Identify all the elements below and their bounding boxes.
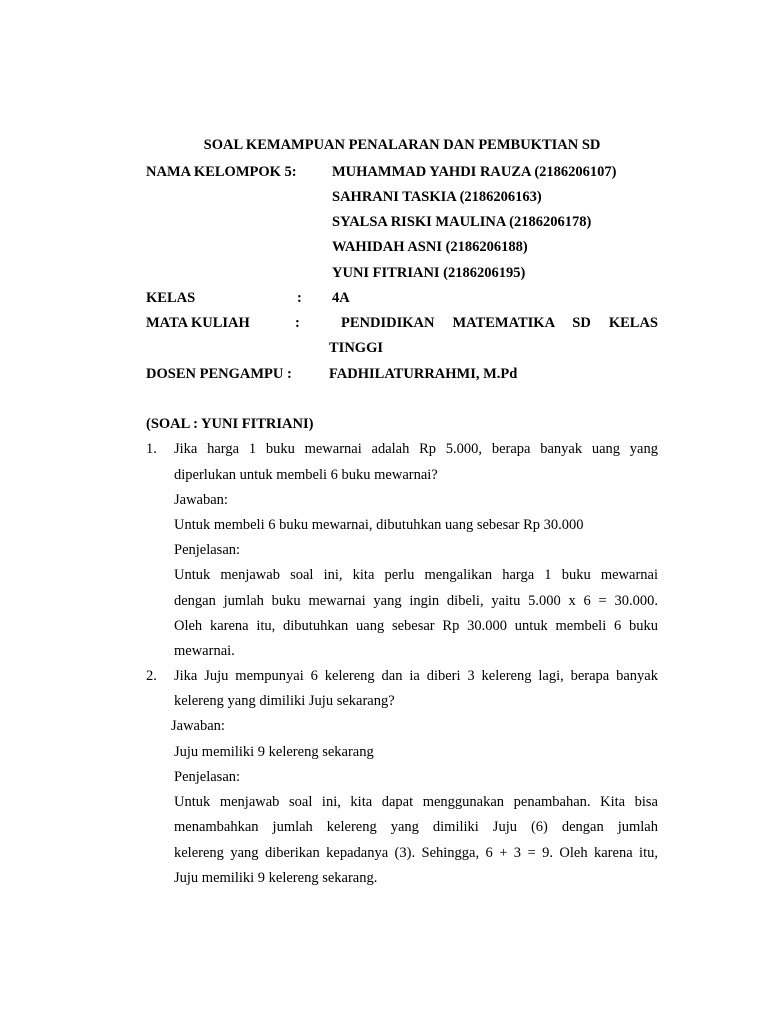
jawaban-label: Jawaban: [174, 492, 228, 508]
question-text: Jika harga 1 buku mewarnai adalah Rp 5.000, berapa banyak uang yang [174, 441, 658, 457]
member-name: SAHRANI TASKIA (2186206163) [332, 189, 542, 205]
kelas-value: 4A [332, 290, 350, 306]
matkul-value: PENDIDIKAN MATEMATIKA SD KELAS [341, 315, 658, 331]
dosen-label: DOSEN PENGAMPU : [146, 366, 292, 382]
penjelasan-text: menambahkan jumlah kelereng yang dimiliki Juju (6) dengan jumlah [174, 819, 658, 835]
penjelasan-text: Untuk menjawab soal ini, kita dapat menggunakan penambahan. Kita bisa [174, 794, 658, 810]
kelas-label: KELAS [146, 290, 196, 306]
kelompok-label: NAMA KELOMPOK 5: [146, 164, 297, 180]
jawaban-text: Untuk membeli 6 buku mewarnai, dibutuhkan uang sebesar Rp 30.000 [174, 517, 584, 533]
document-title: SOAL KEMAMPUAN PENALARAN DAN PEMBUKTIAN SD [203, 137, 601, 153]
kelas-colon: : [297, 290, 302, 306]
penjelasan-text: Untuk menjawab soal ini, kita perlu mengalikan harga 1 buku mewarnai [174, 567, 658, 583]
matkul-colon: : [295, 315, 300, 331]
jawaban-text: Juju memiliki 9 kelereng sekarang [174, 744, 374, 760]
member-name: MUHAMMAD YAHDI RAUZA (2186206107) [332, 164, 617, 180]
penjelasan-text: Oleh karena itu, dibutuhkan uang sebesar Rp 30.000 untuk membeli 6 buku [174, 618, 658, 634]
member-name: WAHIDAH ASNI (2186206188) [332, 239, 528, 255]
penjelasan-label: Penjelasan: [174, 769, 241, 785]
dosen-value: FADHILATURRAHMI, M.Pd [329, 366, 518, 382]
member-name: YUNI FITRIANI (2186206195) [332, 265, 526, 281]
penjelasan-label: Penjelasan: [174, 542, 241, 558]
member-name: SYALSA RISKI MAULINA (2186206178) [332, 214, 592, 230]
soal-heading: (SOAL : YUNI FITRIANI) [146, 416, 314, 432]
penjelasan-text: dengan jumlah buku mewarnai yang ingin dibeli, yaitu 5.000 x 6 = 30.000. [174, 593, 658, 609]
penjelasan-text: mewarnai. [174, 643, 235, 659]
matkul-value-continued: TINGGI [329, 340, 383, 356]
question-text: Jika Juju mempunyai 6 kelereng dan ia diberi 3 kelereng lagi, berapa banyak [174, 668, 658, 684]
jawaban-label: Jawaban: [171, 718, 225, 734]
question-text: diperlukan untuk membeli 6 buku mewarnai? [174, 467, 438, 483]
penjelasan-text: kelereng yang diberikan kepadanya (3). Sehingga, 6 + 3 = 9. Oleh karena itu, [174, 845, 658, 861]
question-text: kelereng yang dimiliki Juju sekarang? [174, 693, 395, 709]
question-number: 2. [146, 668, 157, 684]
question-number: 1. [146, 441, 157, 457]
matkul-label: MATA KULIAH [146, 315, 250, 331]
penjelasan-text: Juju memiliki 9 kelereng sekarang. [174, 870, 378, 886]
